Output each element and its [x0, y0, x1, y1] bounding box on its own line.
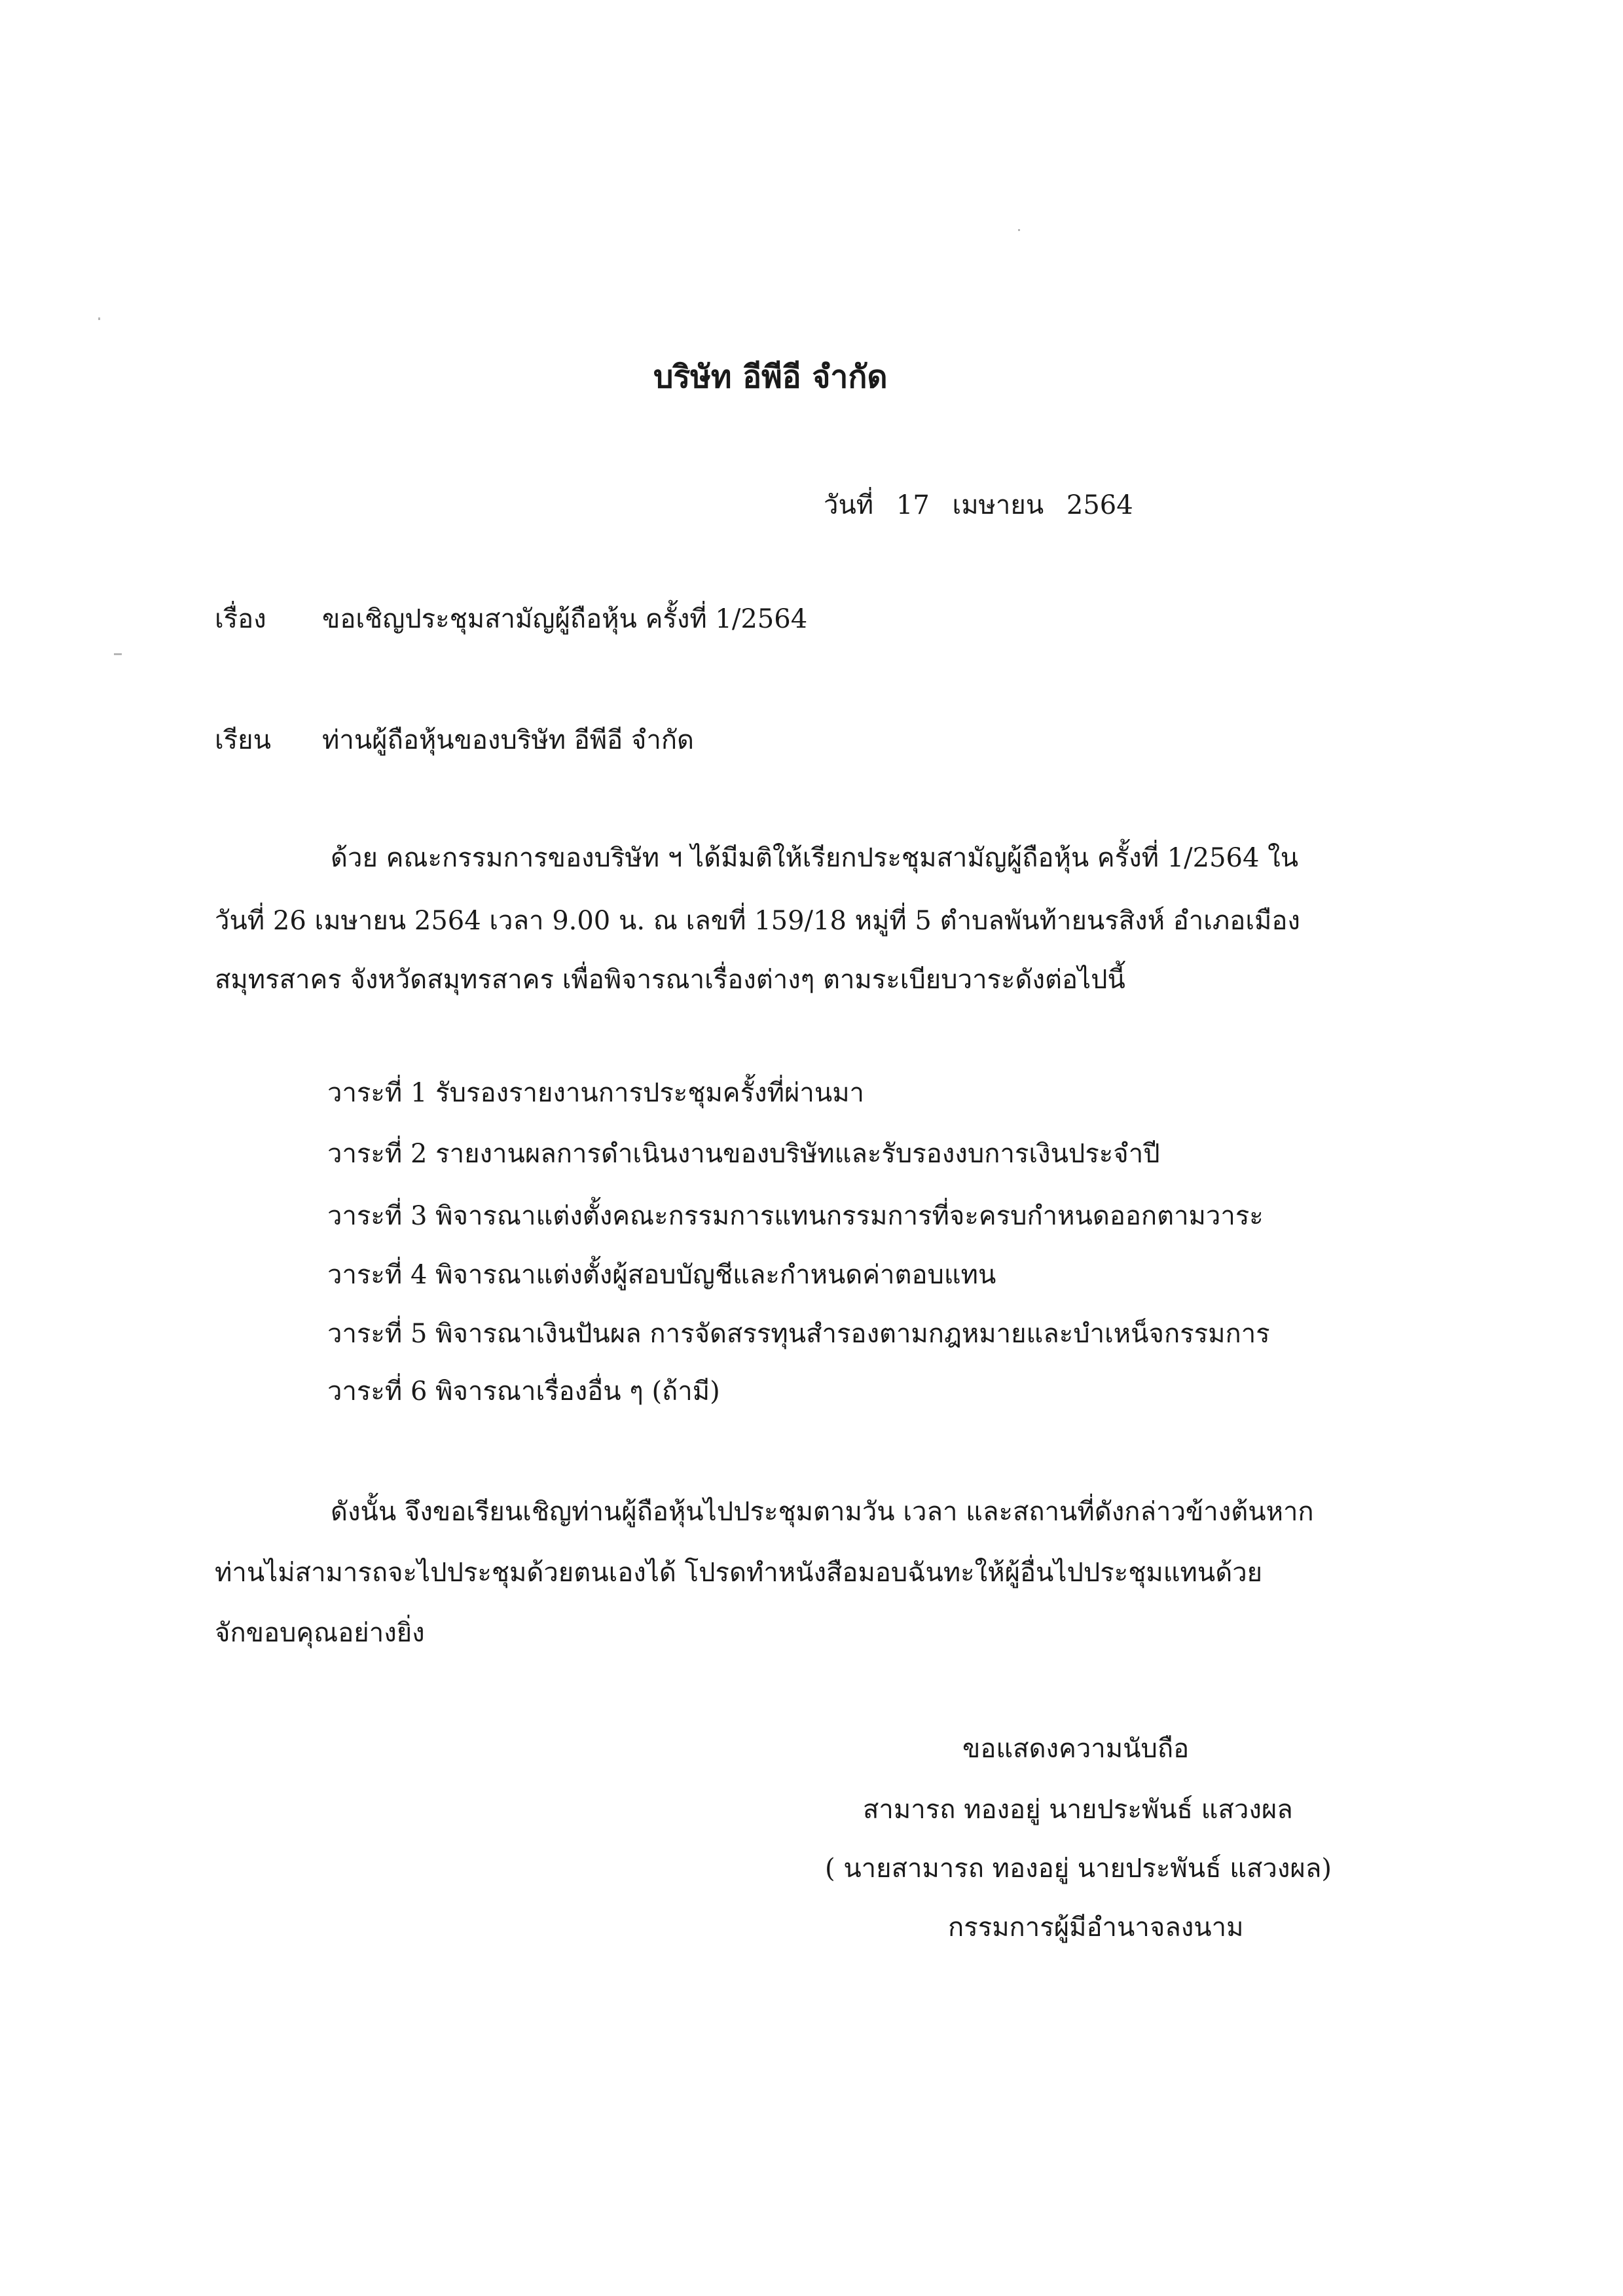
closing-line: ดังนั้น จึงขอเรียนเชิญท่านผู้ถือหุ้นไปประชุมตามวัน เวลา และสถานที่ดังกล่าวข้างต้นหาก	[331, 1497, 1314, 1527]
closing-line: จักขอบคุณอย่างยิ่ง	[215, 1618, 425, 1648]
subject-text: ขอเชิญประชุมสามัญผู้ถือหุ้น ครั้งที่ 1/2564	[322, 604, 808, 634]
recipient-label: เรียน	[215, 725, 271, 755]
subject-label: เรื่อง	[215, 604, 266, 634]
scan-speck	[98, 317, 100, 320]
signed-names: สามารถ ทองอยู่ นายประพันธ์ แสวงผล	[863, 1795, 1293, 1825]
intro-line: ด้วย คณะกรรมการของบริษัท ฯ ได้มีมติให้เรียกประชุมสามัญผู้ถือหุ้น ครั้งที่ 1/2564 ใน	[331, 843, 1299, 873]
date-year: 2564	[1066, 490, 1133, 520]
scan-speck	[114, 653, 122, 655]
agenda-item: วาระที่ 3 พิจารณาแต่งตั้งคณะกรรมการแทนกรรมการที่จะครบกำหนดออกตามวาระ	[327, 1201, 1264, 1231]
date-month: เมษายน	[952, 490, 1044, 520]
date-day: 17	[896, 490, 930, 520]
signatory-position: กรรมการผู้มีอำนาจลงนาม	[948, 1912, 1244, 1943]
agenda-item: วาระที่ 2 รายงานผลการดำเนินงานของบริษัทและรับรองงบการเงินประจำปี	[327, 1139, 1160, 1169]
regards-line: ขอแสดงความนับถือ	[962, 1734, 1190, 1764]
company-title: บริษัท อีพีอี จำกัด	[653, 359, 888, 395]
date-line	[824, 492, 1133, 518]
closing-line: ท่านไม่สามารถจะไปประชุมด้วยตนเองได้ โปรดทำหนังสือมอบฉันทะให้ผู้อื่นไปประชุมแทนด้วย	[215, 1558, 1263, 1588]
agenda-item: วาระที่ 5 พิจารณาเงินปันผล การจัดสรรทุนสำรองตามกฎหมายและบำเหน็จกรรมการ	[327, 1319, 1270, 1349]
intro-line: วันที่ 26 เมษายน 2564 เวลา 9.00 น. ณ เลขที่ 159/18 หมู่ที่ 5 ตำบลพันท้ายนรสิงห์ อำเภอเมือง	[215, 906, 1300, 936]
intro-line: สมุทรสาคร จังหวัดสมุทรสาคร เพื่อพิจารณาเรื่องต่างๆ ตามระเบียบวาระดังต่อไปนี้	[215, 965, 1125, 995]
agenda-item: วาระที่ 4 พิจารณาแต่งตั้งผู้สอบบัญชีและกำหนดค่าตอบแทน	[327, 1260, 996, 1290]
agenda-item: วาระที่ 6 พิจารณาเรื่องอื่น ๆ (ถ้ามี)	[327, 1376, 720, 1407]
printed-names: ( นายสามารถ ทองอยู่ นายประพันธ์ แสวงผล)	[825, 1854, 1332, 1884]
agenda-item: วาระที่ 1 รับรองรายงานการประชุมครั้งที่ผ่านมา	[327, 1078, 865, 1108]
date-label: วันที่	[824, 490, 874, 520]
scan-speck	[1018, 229, 1020, 231]
recipient-text: ท่านผู้ถือหุ้นของบริษัท อีพีอี จำกัด	[322, 725, 695, 755]
